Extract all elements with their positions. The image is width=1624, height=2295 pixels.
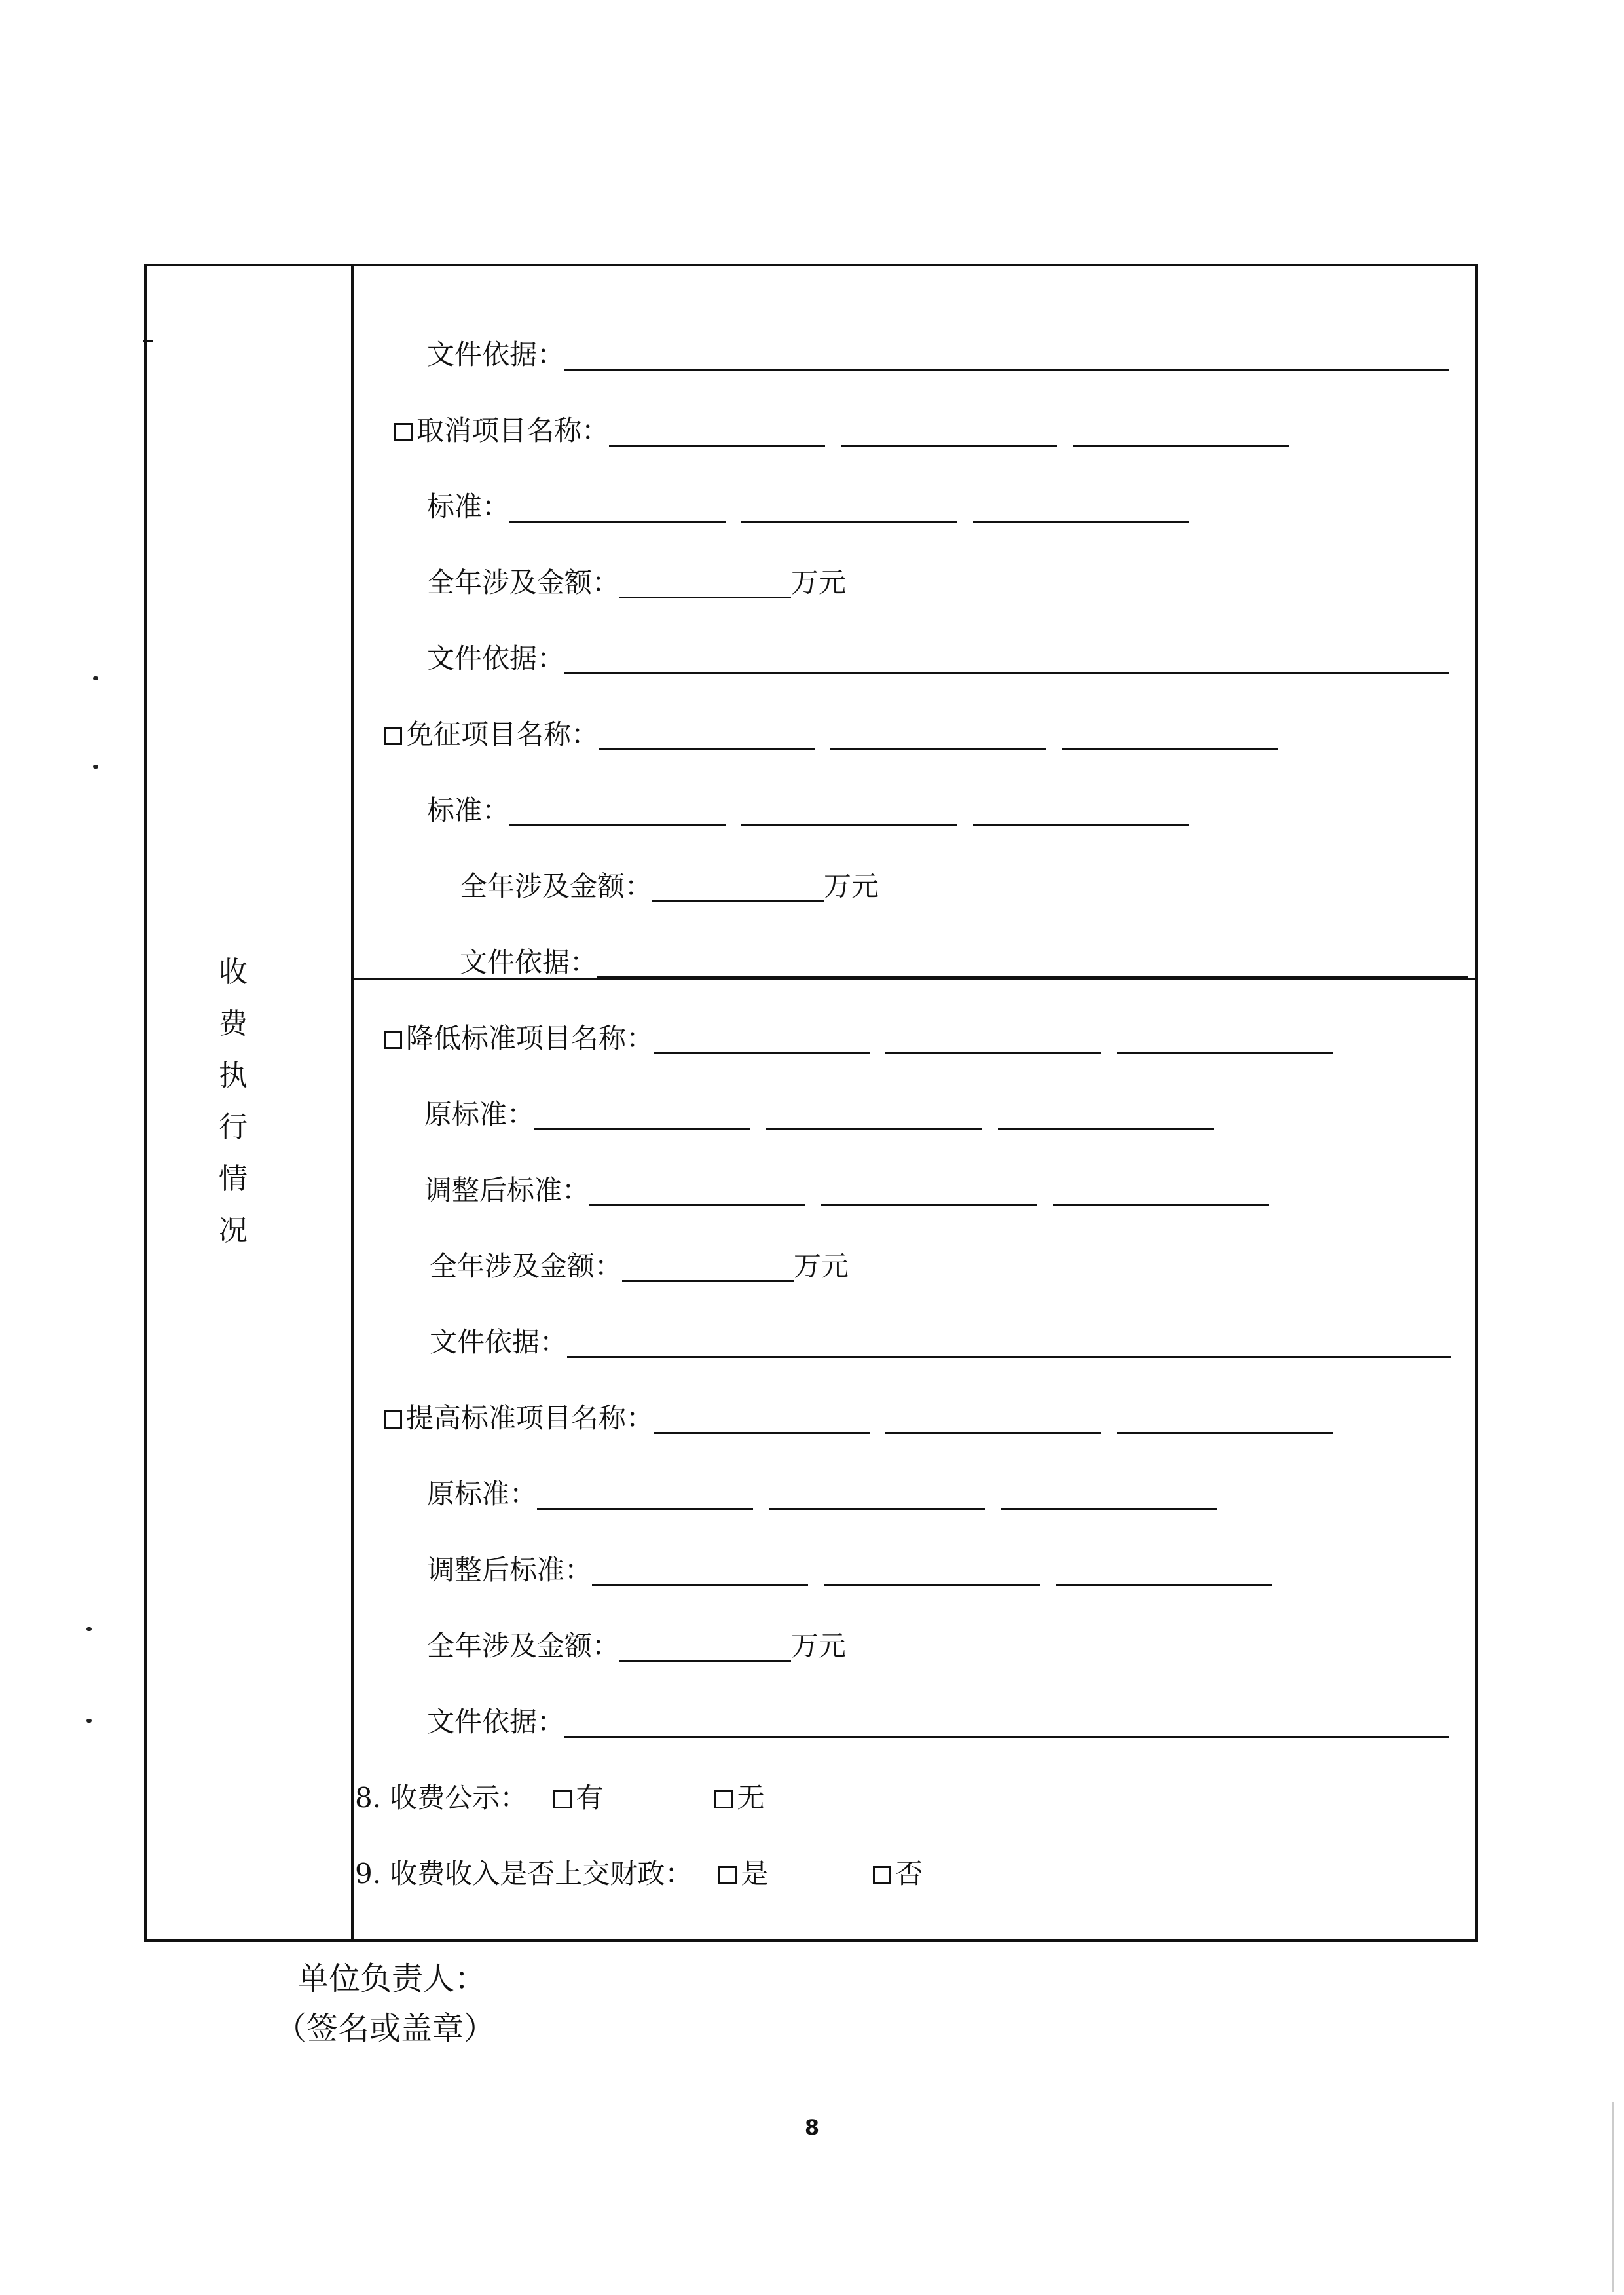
row-raise-name (384, 1399, 1333, 1438)
q8-label: 8. 收费公示： (355, 1782, 528, 1814)
exempt-std-field-1[interactable] (509, 796, 726, 826)
exempt-doc-field[interactable] (597, 947, 1468, 978)
lower-doc-field[interactable] (567, 1327, 1451, 1358)
raise-name-label: 提高标准项目名称： (406, 1402, 654, 1434)
section-label-char: 费 (219, 1007, 248, 1040)
lower-orig-field-3[interactable] (998, 1099, 1214, 1130)
row-lower-amount (430, 1247, 849, 1286)
raise-checkbox[interactable] (384, 1410, 402, 1429)
exempt-checkbox[interactable] (384, 727, 402, 745)
scan-speck (86, 1627, 92, 1631)
doc-basis-label: 文件依据： (427, 339, 565, 371)
exempt-name-label: 免征项目名称： (406, 718, 599, 750)
cancel-std-field-3[interactable] (973, 492, 1189, 523)
lower-adj-field-1[interactable] (589, 1175, 805, 1206)
raise-amount-label: 全年涉及金额： (427, 1630, 620, 1662)
raise-doc-field[interactable] (564, 1707, 1449, 1738)
cancel-amount-field[interactable] (619, 568, 791, 598)
border-tick (143, 340, 153, 342)
cancel-amount-label: 全年涉及金额： (427, 566, 620, 598)
lower-adj-field-2[interactable] (821, 1175, 1037, 1206)
row-cancel-name (394, 411, 1289, 450)
row-lower-name (384, 1019, 1333, 1058)
row-exempt-amount (460, 867, 879, 906)
signature-label: 单位负责人： (297, 1960, 487, 1997)
raise-doc-label: 文件依据： (427, 1706, 565, 1738)
lower-checkbox[interactable] (384, 1031, 402, 1049)
raise-name-field-2[interactable] (885, 1403, 1101, 1434)
raise-adj-field-3[interactable] (1056, 1555, 1272, 1586)
cancel-std-label: 标准： (427, 490, 510, 523)
exempt-std-field-2[interactable] (741, 796, 957, 826)
q9-yes-checkbox[interactable] (718, 1866, 737, 1884)
row-cancel-amount (427, 563, 846, 602)
row-exempt-std (427, 791, 1189, 830)
raise-adj-field-1[interactable] (592, 1555, 808, 1586)
row-doc-basis (427, 335, 1449, 375)
lower-amount-field[interactable] (622, 1251, 794, 1282)
section-label (213, 946, 253, 1257)
q8-yes-label: 有 (576, 1782, 604, 1814)
lower-orig-field-2[interactable] (766, 1099, 982, 1130)
row-cancel-doc (427, 639, 1449, 678)
exempt-std-field-3[interactable] (973, 796, 1189, 826)
raise-adj-label: 调整后标准： (427, 1554, 593, 1586)
row-lower-doc (430, 1323, 1451, 1362)
scan-speck (86, 1719, 92, 1723)
q9-label: 9. 收费收入是否上交财政： (355, 1858, 693, 1890)
raise-adj-field-2[interactable] (824, 1555, 1040, 1586)
lower-name-field-1[interactable] (654, 1023, 870, 1054)
lower-amount-label: 全年涉及金额： (430, 1250, 623, 1282)
raise-orig-field-2[interactable] (769, 1479, 985, 1510)
cancel-name-field-1[interactable] (609, 416, 825, 447)
row-lower-adj (424, 1171, 1269, 1210)
cancel-std-field-1[interactable] (509, 492, 726, 523)
lower-adj-field-3[interactable] (1053, 1175, 1269, 1206)
q8-yes-checkbox[interactable] (553, 1790, 572, 1808)
exempt-name-field-2[interactable] (830, 720, 1046, 750)
row-raise-doc (427, 1702, 1449, 1742)
q9-yes-label: 是 (741, 1858, 769, 1890)
scan-edge (1612, 2102, 1614, 2292)
raise-amount-unit: 万元 (791, 1630, 847, 1662)
cancel-name-label: 取消项目名称： (416, 414, 610, 447)
scan-speck (93, 676, 98, 680)
lower-adj-label: 调整后标准： (424, 1174, 590, 1206)
row-q9 (355, 1854, 923, 1894)
row-raise-amount (427, 1626, 846, 1666)
section-label-char: 情 (219, 1162, 248, 1196)
exempt-amount-unit: 万元 (824, 870, 879, 902)
lower-doc-label: 文件依据： (430, 1326, 568, 1358)
cancel-name-field-2[interactable] (841, 416, 1057, 447)
q8-no-checkbox[interactable] (714, 1790, 733, 1808)
q9-no-checkbox[interactable] (873, 1866, 891, 1884)
row-q8 (355, 1778, 764, 1818)
row-raise-adj (427, 1551, 1272, 1590)
section-label-char: 行 (219, 1111, 248, 1144)
raise-amount-field[interactable] (619, 1631, 791, 1662)
lower-amount-unit: 万元 (794, 1250, 849, 1282)
raise-orig-field-1[interactable] (537, 1479, 753, 1510)
raise-name-field-3[interactable] (1117, 1403, 1333, 1434)
cancel-name-field-3[interactable] (1073, 416, 1289, 447)
cancel-doc-label: 文件依据： (427, 642, 565, 674)
cancel-amount-unit: 万元 (791, 566, 847, 598)
raise-orig-field-3[interactable] (1001, 1479, 1217, 1510)
row-lower-orig (424, 1095, 1214, 1134)
cancel-checkbox[interactable] (394, 423, 413, 441)
exempt-name-field-3[interactable] (1062, 720, 1278, 750)
exempt-name-field-1[interactable] (599, 720, 815, 750)
signature-note: （签名或盖章） (275, 2010, 496, 2047)
exempt-amount-field[interactable] (652, 872, 824, 902)
lower-name-label: 降低标准项目名称： (406, 1022, 654, 1054)
exempt-doc-label: 文件依据： (460, 946, 598, 978)
row-raise-orig (427, 1475, 1217, 1514)
lower-orig-label: 原标准： (424, 1098, 535, 1130)
q8-no-label: 无 (737, 1782, 765, 1814)
row-cancel-std (427, 487, 1189, 526)
exempt-std-label: 标准： (427, 794, 510, 826)
raise-orig-label: 原标准： (427, 1478, 538, 1510)
section-label-char: 收 (219, 955, 248, 989)
lower-name-field-2[interactable] (885, 1023, 1101, 1054)
section-label-char: 执 (219, 1059, 248, 1092)
row-exempt-doc (460, 943, 1468, 982)
page-number: 8 (804, 2115, 820, 2140)
row-exempt-name (384, 715, 1278, 754)
doc-basis-field[interactable] (564, 340, 1449, 371)
exempt-amount-label: 全年涉及金额： (460, 870, 653, 902)
cancel-doc-field[interactable] (564, 644, 1449, 674)
q9-no-label: 否 (895, 1858, 923, 1890)
cancel-std-field-2[interactable] (741, 492, 957, 523)
section-label-char: 况 (219, 1214, 248, 1247)
lower-orig-field-1[interactable] (534, 1099, 750, 1130)
column-divider (351, 264, 354, 1942)
raise-name-field-1[interactable] (654, 1403, 870, 1434)
lower-name-field-3[interactable] (1117, 1023, 1333, 1054)
scan-speck (93, 765, 98, 769)
